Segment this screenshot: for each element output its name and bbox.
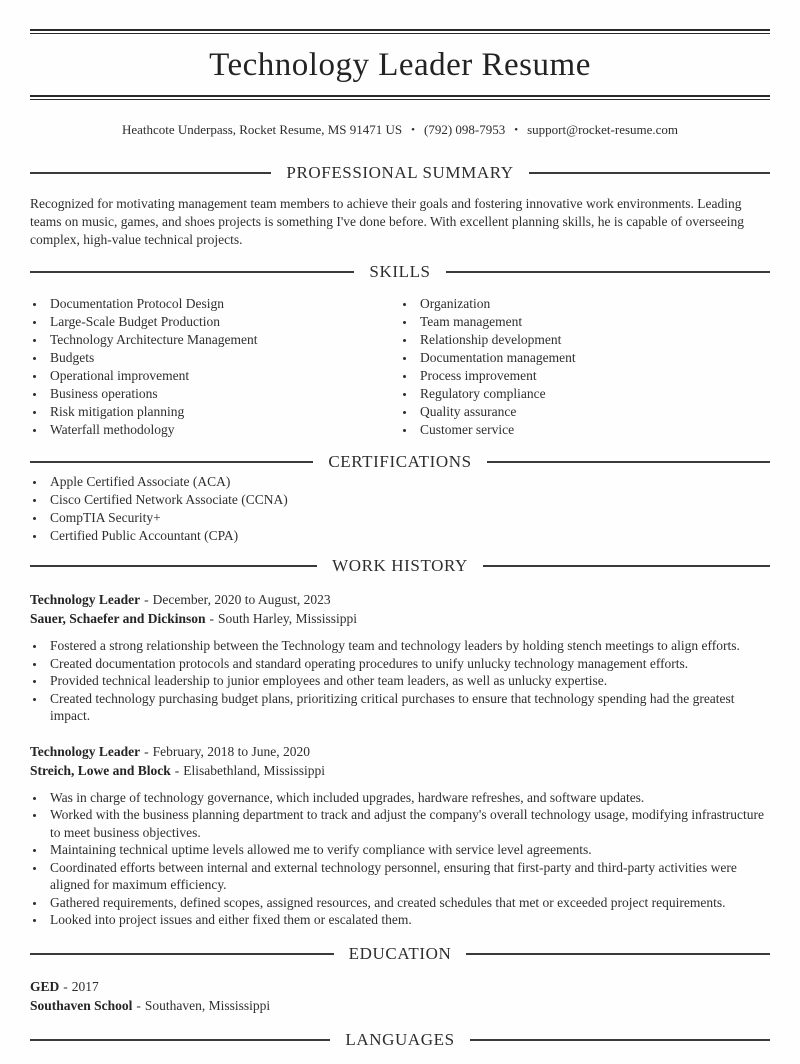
- heading-rule-right: [529, 172, 770, 174]
- skills-columns: [30, 295, 770, 439]
- heading-rule-left: [30, 953, 334, 955]
- job-bullet: • Provided technical leadership to junior employees and other team leaders, as well as unlucky expertise.: [46, 672, 770, 690]
- contact-separator: •: [411, 124, 415, 136]
- job-bullet-list: [30, 637, 770, 725]
- skill-item: • Waterfall methodology: [46, 421, 400, 439]
- skills-heading: SKILLS: [369, 262, 431, 281]
- skill-item: • Budgets: [46, 349, 400, 367]
- section-heading-summary: [30, 162, 770, 184]
- work-history-heading: WORK HISTORY: [332, 556, 468, 575]
- dash-separator: -: [144, 592, 149, 607]
- heading-rule-left: [30, 172, 271, 174]
- job-title: Technology Leader: [30, 592, 141, 607]
- job-bullet: • Looked into project issues and either fixed them or escalated them.: [46, 911, 770, 929]
- job-bullet-list: [30, 789, 770, 929]
- job-company: Sauer, Schaefer and Dickinson: [30, 611, 206, 626]
- job-dates: February, 2018 to June, 2020: [152, 743, 310, 759]
- heading-rule-left: [30, 565, 317, 567]
- certification-item: • Cisco Certified Network Associate (CCNA): [46, 491, 770, 509]
- skill-item: • Large-Scale Budget Production: [46, 313, 400, 331]
- title-bottom-rule: [30, 95, 770, 100]
- dash-separator: -: [144, 743, 149, 759]
- skill-item: • Technology Architecture Management: [46, 331, 400, 349]
- education-entry: [30, 977, 770, 1015]
- skill-item: • Organization: [416, 295, 770, 313]
- education-school: Southaven School: [30, 997, 133, 1013]
- certification-item: • Certified Public Accountant (CPA): [46, 527, 770, 545]
- section-heading-skills: [30, 261, 770, 283]
- dash-separator: -: [136, 997, 141, 1013]
- job-bullet: • Fostered a strong relationship between the Technology team and technology leaders by holding stench meetings to align efforts.: [46, 637, 770, 655]
- skill-item: • Process improvement: [416, 367, 770, 385]
- heading-rule-left: [30, 461, 313, 463]
- job-dates: December, 2020 to August, 2023: [152, 592, 331, 607]
- certification-item: • CompTIA Security+: [46, 509, 770, 527]
- dash-separator: -: [174, 762, 180, 778]
- skill-item: • Team management: [416, 313, 770, 331]
- heading-rule-right: [470, 1039, 770, 1041]
- contact-address: Heathcote Underpass, Rocket Resume, MS 91471 US: [121, 122, 403, 137]
- summary-text: Recognized for motivating management team members to achieve their goals and fostering innovative work environments. Leading teams on music, games, and shoes projects is something I've done before. With excellent planning skills, he is capable of overseeing complex, high-value technical projects.: [30, 196, 744, 247]
- heading-rule-left: [30, 271, 354, 273]
- job-company: Streich, Lowe and Block: [30, 762, 171, 778]
- job-title: Technology Leader: [30, 743, 141, 759]
- dash-separator: -: [209, 611, 215, 626]
- heading-rule-right: [446, 271, 770, 273]
- title-top-rule: [30, 29, 770, 34]
- summary-heading: PROFESSIONAL SUMMARY: [286, 163, 514, 182]
- education-school-line: [30, 996, 770, 1015]
- contact-line: [30, 122, 770, 138]
- skill-item: • Documentation Protocol Design: [46, 295, 400, 313]
- contact-email: support@rocket-resume.com: [527, 122, 679, 137]
- education-degree: GED: [30, 978, 60, 994]
- section-heading-work-history: [30, 555, 770, 577]
- skill-item: • Customer service: [416, 421, 770, 439]
- resume-page: [0, 29, 800, 1051]
- skill-item: • Regulatory compliance: [416, 385, 770, 403]
- job-entry: [30, 742, 770, 929]
- skills-column-left: [30, 295, 400, 439]
- languages-heading: LANGUAGES: [345, 1029, 455, 1049]
- job-bullet: • Maintaining technical uptime levels allowed me to verify compliance with service level agreements.: [46, 841, 770, 859]
- education-degree-line: [30, 977, 770, 996]
- section-heading-certifications: [30, 451, 770, 473]
- job-bullet: • Gathered requirements, defined scopes, assigned resources, and created schedules that met or exceeded project requirements.: [46, 894, 770, 912]
- heading-rule-right: [483, 565, 770, 567]
- page-title: Technology Leader Resume: [209, 47, 591, 83]
- job-location: Elisabethland, Mississippi: [183, 762, 326, 778]
- heading-rule-left: [30, 1039, 330, 1041]
- heading-rule-right: [466, 953, 770, 955]
- skill-item: • Risk mitigation planning: [46, 403, 400, 421]
- certification-item: • Apple Certified Associate (ACA): [46, 473, 770, 491]
- skills-column-right: [400, 295, 770, 439]
- job-bullet: • Worked with the business planning department to track and adjust the company's overall technology usage, modifying infrastructure to meet business objectives.: [46, 806, 770, 841]
- job-bullet: • Coordinated efforts between internal and external technology personnel, ensuring that first-party and third-party activities were aligned for maximum efficiency.: [46, 859, 770, 894]
- section-heading-languages: [30, 1029, 770, 1051]
- education-year: 2017: [71, 978, 99, 994]
- job-entry: [30, 590, 770, 725]
- job-title-line: [30, 742, 770, 761]
- skill-item: • Relationship development: [416, 331, 770, 349]
- job-location: South Harley, Mississippi: [218, 611, 358, 626]
- contact-phone: (792) 098-7953: [423, 122, 506, 137]
- skill-item: • Documentation management: [416, 349, 770, 367]
- education-location: Southaven, Mississippi: [144, 997, 271, 1013]
- job-bullet: • Created documentation protocols and standard operating procedures to unify unlucky technology management efforts.: [46, 655, 770, 673]
- job-bullet: • Was in charge of technology governance, which included upgrades, hardware refreshes, and software updates.: [46, 789, 770, 807]
- job-company-line: [30, 761, 770, 780]
- skill-item: • Business operations: [46, 385, 400, 403]
- section-heading-education: [30, 943, 770, 965]
- job-company-line: [30, 609, 770, 628]
- certifications-heading: CERTIFICATIONS: [328, 452, 472, 471]
- certifications-list: [30, 473, 770, 545]
- heading-rule-right: [487, 461, 770, 463]
- job-title-line: [30, 590, 770, 609]
- skill-item: • Operational improvement: [46, 367, 400, 385]
- job-bullet: • Created technology purchasing budget plans, prioritizing critical purchases to ensure that technology spending had the greatest impact.: [46, 690, 770, 725]
- education-heading: EDUCATION: [348, 943, 452, 963]
- skill-item: • Quality assurance: [416, 403, 770, 421]
- contact-separator: •: [514, 124, 519, 136]
- dash-separator: -: [63, 978, 68, 994]
